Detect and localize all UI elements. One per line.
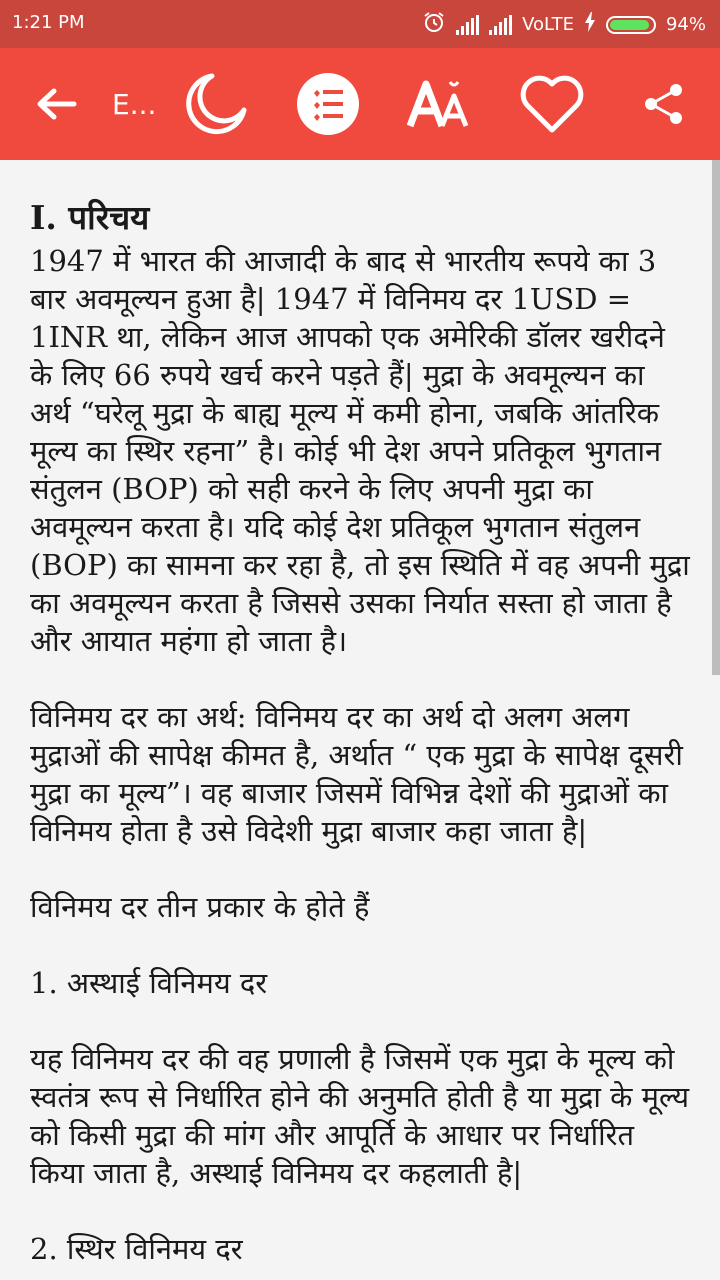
article-paragraph: यह विनिमय दर की वह प्रणाली है जिसमें एक मुद्रा के मूल्य को स्वतंत्र रूप से निर्धारित होने की अनुमति होती है या मुद्रा के मूल्य को किसी मुद्रा की मांग और आपूर्ति के आधार पर निर्धारित किया जाता है, अस्थाई विनिमय दर कहलाती है| [30,1042,690,1190]
status-bar [0,0,720,48]
article-paragraph: विनिमय दर तीन प्रकार के होते हैं [30,890,370,924]
article-subheading: 1. अस्थाई विनिमय दर [30,966,268,1000]
scrollbar[interactable] [712,160,720,675]
app-bar-title: E... [112,87,157,121]
article-view[interactable] [0,160,720,1280]
favorite-icon [519,74,585,134]
font-size-button[interactable] [402,48,478,160]
charging-icon [584,12,596,37]
share-button[interactable] [632,48,696,160]
night-mode-button[interactable] [178,48,254,160]
network-type: VoLTE [522,14,574,35]
favorite-button[interactable] [514,48,590,160]
font-size-icon [406,78,474,130]
share-icon [642,82,686,126]
article-paragraph: 1947 में भारत की आजादी के बाद से भारतीय रूपये का 3 बार अवमूल्यन हुआ है| 1947 में विनिमय दर 1USD = 1INR था, लेकिन आज आपको एक अमेरिकी डॉलर खरीदने के लिए 66 रुपये खर्च करने पड़ते हैं| मुद्रा के अवमूल्यन का अर्थ “घरेलू मुद्रा के बाह्य मूल्य में कमी होना, जबकि आंतरिक मूल्य का स्थिर रहना” है। कोई भी देश अपने प्रतिकूल भुगतान संतुलन (BOP) को सही करने के लिए अपनी मुद्रा का अवमूल्यन करता है। यदि कोई देश प्रतिकूल भुगतान संतुलन (BOP) का सामना कर रहा है, तो इस स्थिति में वह अपनी मुद्रा का अवमूल्यन करता है जिससे उसका निर्यात सस्ता हो जाता है और आयात महंगा हो जाता है। [30,244,690,658]
battery-percent: 94% [665,14,706,35]
back-button[interactable] [24,48,88,160]
article-subheading: 2. स्थिर विनिमय दर [30,1232,243,1266]
battery-fill [610,20,649,30]
night-mode-icon [182,70,250,138]
back-arrow-icon [34,86,78,122]
chapter-list-icon [296,72,360,136]
battery-icon [606,16,656,34]
app-bar [0,48,720,160]
status-icons [422,10,706,39]
signal-icon [456,15,479,35]
chapter-list-button[interactable] [292,48,364,160]
alarm-icon [422,10,446,39]
section-heading: I. परिचय [30,198,150,237]
article-paragraph: विनिमय दर का अर्थ: विनिमय दर का अर्थ दो अलग अलग मुद्राओं की सापेक्ष कीमत है, अर्थात “ एक मुद्रा के सापेक्ष दूसरी मुद्रा का मूल्य”। वह बाजार जिसमें विभिन्न देशों की मुद्राओं का विनिमय होता है उसे विदेशी मुद्रा बाजार कहा जाता है| [30,700,683,848]
signal-icon [489,15,512,35]
article-body [30,196,690,1280]
status-time: 1:21 PM [12,12,85,33]
